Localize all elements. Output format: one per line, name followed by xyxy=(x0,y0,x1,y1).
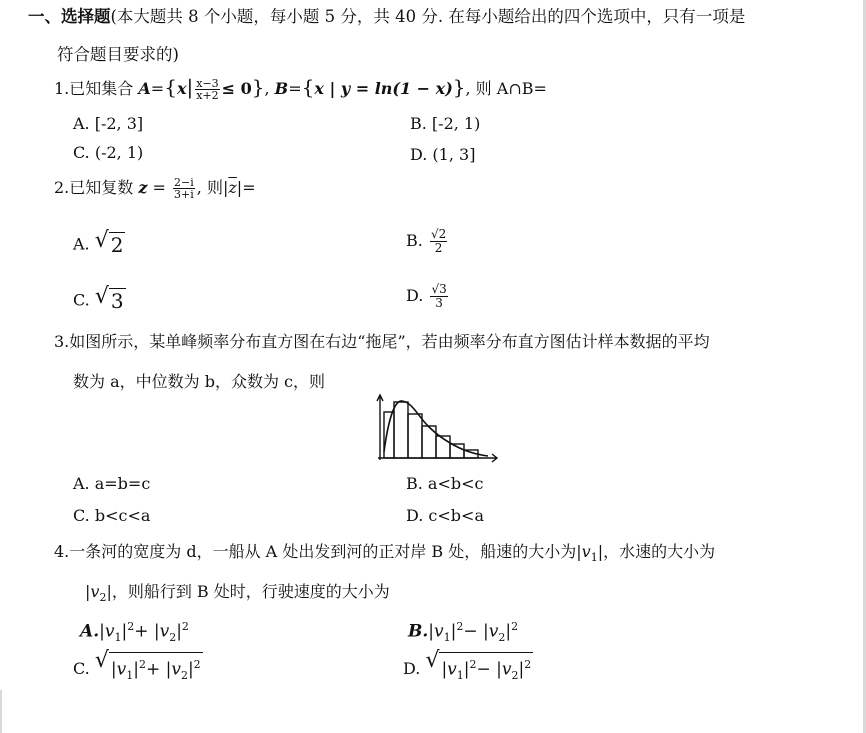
sup: 2 xyxy=(127,620,135,633)
bar: | xyxy=(153,621,160,642)
q2-opt-b-label: B. xyxy=(406,231,423,250)
q4-line-2-text: |，则船行到 B 处时，行驶速度的大小为 xyxy=(106,582,390,601)
bar: | xyxy=(165,659,172,680)
q4-option-b xyxy=(408,616,518,649)
q2-opt-d-num: √3 xyxy=(431,282,447,296)
q2-opt-d-label: D. xyxy=(406,286,424,305)
q4-opt-d-label: D. xyxy=(403,659,421,679)
q3-line-2: 数为 a，中位数为 b，众数为 c，则 xyxy=(73,372,326,391)
q3-number: 3. xyxy=(54,332,70,351)
q2-frac-den: 3+i xyxy=(174,188,194,201)
q3-line-1: 如图所示，某单峰频率分布直方图在右边“拖尾”，若由频率分布直方图估计样本数据的平均 xyxy=(69,332,710,351)
q2-option-d xyxy=(406,283,450,310)
q4-option-a xyxy=(80,616,189,649)
sub: 2 xyxy=(169,631,177,645)
q2-option-a xyxy=(73,228,125,258)
v: v xyxy=(104,621,115,642)
q1-setA-name: A xyxy=(138,79,151,98)
v: v xyxy=(447,659,457,680)
q1-setA-var: x xyxy=(176,79,187,98)
q2-opt-b-num: √2 xyxy=(430,227,447,241)
q4-opt-a-label: A. xyxy=(80,621,100,642)
bar: | xyxy=(450,621,457,642)
q4-option-d xyxy=(403,648,533,687)
sup: 2 xyxy=(193,658,201,671)
q2-opt-c-sqrt: √ 3 xyxy=(94,284,124,313)
v: v xyxy=(434,621,444,642)
q2-fraction xyxy=(173,177,195,200)
q2-opt-a-label: A. xyxy=(73,234,90,254)
question-2 xyxy=(54,177,256,200)
q1-number: 1. xyxy=(54,79,70,98)
sub: 1 xyxy=(443,631,451,645)
page-edge-left xyxy=(0,690,2,733)
q1-setB-body: x | y = ln(1 − x) xyxy=(314,79,453,98)
q1-setB-name: B xyxy=(274,79,289,98)
sup: 2 xyxy=(456,620,464,633)
q2-suffix2: |= xyxy=(236,178,256,197)
histogram-figure xyxy=(372,392,500,464)
q4-bar: | xyxy=(85,582,91,601)
bar: | xyxy=(463,659,470,680)
q4-option-c xyxy=(73,648,203,687)
section-title: 一、选择题 xyxy=(28,7,111,26)
minus: − xyxy=(476,659,491,680)
q2-option-c xyxy=(73,284,126,314)
hist-bar xyxy=(408,414,422,458)
sup: 2 xyxy=(511,620,519,633)
section-desc-1: (本大题共 8 个小题，每小题 5 分，共 40 分. 在每小题给出的四个选项中，只有一项是 xyxy=(110,7,746,26)
q2-zbar: $\overline{z}$ xyxy=(228,178,237,197)
v: v xyxy=(116,659,127,680)
q2-prefix: 已知复数 xyxy=(69,178,134,197)
q4-v2: v xyxy=(90,582,100,601)
q2-opt-c-rad: 3 xyxy=(110,289,124,313)
brace-open: { xyxy=(164,75,177,99)
q4-line-1b: |，水速的大小为 xyxy=(597,542,716,561)
q2-option-b xyxy=(406,228,449,255)
v: v xyxy=(488,621,499,642)
hist-bar xyxy=(384,412,394,458)
sub: 2 xyxy=(180,669,188,683)
q1-setA-cond: ≤ 0 xyxy=(221,79,252,98)
q2-opt-a-rad: 2 xyxy=(110,233,124,257)
q3-option-b: B. a<b<c xyxy=(406,474,484,493)
section-header xyxy=(28,6,745,28)
q3-option-d: D. c<b<a xyxy=(406,506,484,525)
q1-option-b: B. [-2, 1) xyxy=(410,114,481,133)
question-4 xyxy=(54,541,715,569)
sub: 2 xyxy=(498,631,506,645)
q4-opt-d-sqrt: √ $|v_1|^2- |v_2|^2$ xyxy=(425,652,533,687)
bar: | xyxy=(110,659,117,680)
q2-opt-b-den: 2 xyxy=(434,241,443,255)
q4-line-1a: 一条河的宽度为 d，一船从 A 处出发到河的正对岸 B 处，船速的大小为| xyxy=(69,542,582,561)
q1-prefix: 已知集合 xyxy=(69,79,134,98)
sub: 1 xyxy=(126,669,134,683)
bar: | xyxy=(483,621,489,642)
q1-eq-2: = xyxy=(288,79,302,98)
question-1: 1.已知集合 A={x| $\frac{x-3}{x+2}$ ≤ 0}, B={x | y = ln(1 − x)}, 则 A∩B= xyxy=(54,75,547,102)
q1-eq: = xyxy=(150,79,165,98)
q4-v1: v xyxy=(581,542,591,561)
bar: | xyxy=(121,621,128,642)
hist-bar xyxy=(394,402,408,458)
q4-opt-b-label: B. xyxy=(408,621,429,642)
q4-opt-c-sqrt: √ $|v_1|^2+ |v_2|^2$ xyxy=(95,652,203,687)
bar: | xyxy=(133,659,139,680)
sup: 2 xyxy=(469,658,477,671)
q4-number: 4. xyxy=(54,542,70,561)
bar: | xyxy=(428,621,435,642)
q1-suffix: , 则 A∩B= xyxy=(465,79,547,98)
q1-option-c: C. (-2, 1) xyxy=(73,143,144,162)
bar: | xyxy=(99,621,105,642)
bar: | xyxy=(441,659,448,680)
q4-v2-sub: 2 xyxy=(99,591,107,605)
q2-opt-c-label: C. xyxy=(73,290,90,310)
sub: 1 xyxy=(456,669,464,683)
sup: 2 xyxy=(524,658,532,671)
v: v xyxy=(501,659,512,680)
plus: + xyxy=(145,659,161,680)
v: v xyxy=(171,659,181,680)
section-desc-2: 符合题目要求的) xyxy=(57,45,179,64)
q2-opt-b-frac xyxy=(430,228,447,255)
bar: | xyxy=(518,659,525,680)
bar: | xyxy=(496,659,502,680)
q1-option-a: A. [-2, 3] xyxy=(73,114,144,133)
bar: | xyxy=(176,621,182,642)
q3-option-c: C. b<c<a xyxy=(73,506,151,525)
sub: 2 xyxy=(511,669,519,683)
sup: 2 xyxy=(181,620,189,633)
q2-eq: = xyxy=(147,178,172,197)
q1-option-d: D. (1, 3] xyxy=(410,145,476,164)
q2-opt-a-sqrt: √ 2 xyxy=(94,228,124,257)
minus: − xyxy=(463,621,478,642)
bar: | xyxy=(187,659,194,680)
q4-v1-sub: 1 xyxy=(590,551,598,565)
q4-opt-c-label: C. xyxy=(73,659,90,679)
plus: + xyxy=(134,621,149,642)
q4-line-2 xyxy=(85,581,390,609)
q1-frac-den: x+2 xyxy=(196,89,219,102)
q1-frac-num: x−3 xyxy=(196,77,219,90)
bar: | xyxy=(505,621,512,642)
q2-number: 2. xyxy=(54,178,70,197)
q2-suffix: , 则| xyxy=(196,178,229,197)
q2-opt-d-frac xyxy=(430,283,447,310)
sup: 2 xyxy=(138,658,146,671)
v: v xyxy=(159,621,170,642)
question-3 xyxy=(54,331,710,353)
sub: 1 xyxy=(114,631,122,645)
q2-frac-num: 2−i xyxy=(174,176,194,189)
q3-option-a: A. a=b=c xyxy=(73,474,151,493)
q2-var: z xyxy=(138,178,148,197)
q2-opt-d-den: 3 xyxy=(435,296,443,310)
q1-fraction xyxy=(195,78,219,101)
